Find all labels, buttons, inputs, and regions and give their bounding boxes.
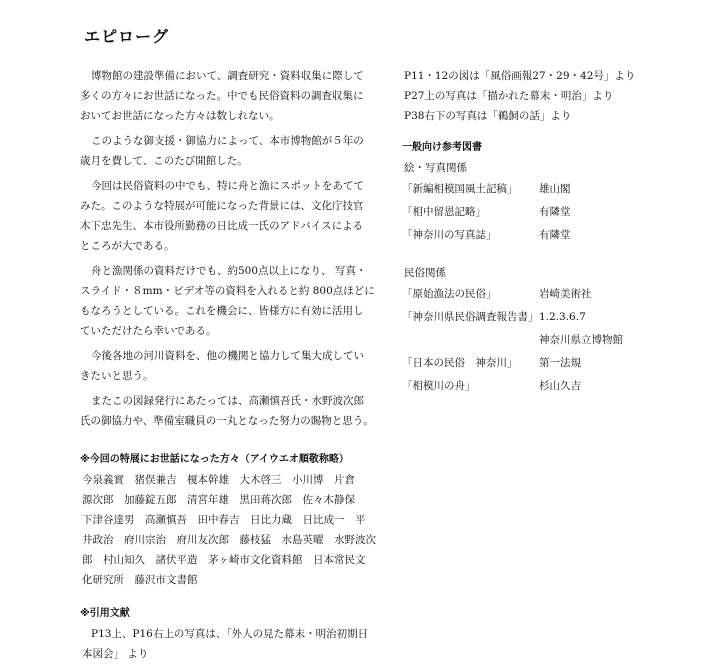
text-line: 舟と漁関係の資料だけでも、約500点以上になり、 写真・ xyxy=(91,265,367,277)
page-title: エピローグ xyxy=(84,27,170,46)
thanks-line: 郎 村山知久 諸伏平造 茅ヶ崎市文化資料館 日本常民文 xyxy=(82,554,366,566)
text-line: 歳月を費して、このたび開館した。 xyxy=(80,155,248,167)
text-line: 多くの方々にお世話になった。中でも民俗資料の調査収集に xyxy=(80,90,364,102)
reference-title: 「神奈川の写真誌」 xyxy=(402,229,497,241)
text-line: おいてお世話になった方々は数しれない。 xyxy=(80,110,280,122)
thanks-line: 化研究所 藤沢市文書館 xyxy=(82,574,198,586)
reference-title: 「相中留恩記略」 xyxy=(402,206,486,218)
paragraph xyxy=(80,66,386,126)
citation-line: P13上、P16右上の写真は、「外人の見た幕末・明治初期日 xyxy=(91,628,369,640)
text-line: またこの図録発行にあたっては、高瀬慎吾氏・水野波次郎 xyxy=(91,395,364,407)
reference-publisher: 有隣堂 xyxy=(539,229,571,241)
reference-publisher: 第一法規 xyxy=(539,357,581,369)
citation-line: 本図会」 より xyxy=(82,648,149,660)
citation-line: P27上の写真は「描かれた幕末・明治」より xyxy=(404,90,614,102)
reference-row xyxy=(402,201,702,224)
reference-publisher: 杉山久吉 xyxy=(539,380,581,392)
text-line: ところが大である。 xyxy=(80,240,175,252)
reference-row xyxy=(402,329,702,352)
thanks-line: 源次郎 加藤錠五郎 清宮年雄 黒田蒋次郎 佐々木静保 xyxy=(82,494,355,506)
text-line: 今後各地の河川資料を、他の機関と協力して集大成してい xyxy=(91,350,364,362)
text-line: 木下忠先生、本市役所勤務の日比成一氏のアドバイスによる xyxy=(80,220,364,232)
right-column xyxy=(402,66,702,398)
reference-row xyxy=(402,375,702,398)
reference-row xyxy=(402,178,702,201)
reference-publisher: 有隣堂 xyxy=(539,206,571,218)
text-line: きたいと思う。 xyxy=(80,370,154,382)
reference-title: 「日本の民俗 神奈川」 xyxy=(402,357,518,369)
thanks-heading: ※今回の特展にお世話になった方々（アイウエオ順敬称略） xyxy=(80,454,349,465)
reference-row xyxy=(402,224,702,247)
reference-row xyxy=(402,352,702,375)
text-line: 今回は民俗資料の中でも、特に舟と漁にスポットをあてて xyxy=(91,180,364,192)
paragraph xyxy=(80,261,386,341)
text-line: 博物館の建設準備において、調査研究・資料収集に際して xyxy=(91,70,364,82)
paragraph xyxy=(80,176,386,256)
thanks-line: 下津谷達男 高瀬慎吾 田中春吉 日比力蔵 日比成一 平 xyxy=(82,514,366,526)
reference-title: 「新編相模国風土記稿」 xyxy=(402,183,518,195)
thanks-line: 井政治 府川宗治 府川友次郎 藤枝猛 水島英曜 水野波次 xyxy=(82,534,376,546)
reference-group-title: 絵・写真関係 xyxy=(404,162,467,174)
reference-group-title: 民俗関係 xyxy=(404,267,446,279)
reference-publisher: 雄山閣 xyxy=(539,183,571,195)
citation-line: P38右下の写真は「鵜飼の話」より xyxy=(404,110,572,122)
reference-title: 「神奈川県民俗調査報告書」 xyxy=(402,311,539,323)
paragraph xyxy=(80,391,386,431)
thanks-line: 今泉義實 猪俣兼吉 榎本幹雄 大木啓三 小川博 片倉 xyxy=(82,474,355,486)
reference-title xyxy=(402,329,539,352)
text-line: スライド・８mm・ビデオ等の資料を入れると約 800点ほどに xyxy=(80,285,375,297)
left-column xyxy=(80,66,386,664)
text-line: ていただけたら幸いである。 xyxy=(80,325,217,337)
citations-heading: ※引用文献 xyxy=(80,608,130,619)
text-line: みた。このような特展が可能になった背景には、文化庁技官 xyxy=(80,200,364,212)
text-line: このような御支援・御協力によって、本市博物館が５年の xyxy=(91,135,364,147)
text-line: もなろうとしている。これを機会に、皆様方に有効に活用し xyxy=(80,305,364,317)
reference-title: 「相模川の舟」 xyxy=(402,380,476,392)
reference-publisher: 神奈川県立博物館 xyxy=(539,334,623,346)
reference-row xyxy=(402,283,702,306)
citation-line: P11・12の図は「風俗画報27・29・42号」より xyxy=(404,70,636,82)
reference-title: 「原始漁法の民俗」 xyxy=(402,288,497,300)
paragraph xyxy=(80,346,386,386)
paragraph xyxy=(80,131,386,171)
references-heading: 一般向け参考図書 xyxy=(402,142,482,153)
text-line: 氏の御協力や、準備室職員の一丸となった努力の賜物と思う。 xyxy=(80,415,374,427)
reference-publisher: 岩崎美術社 xyxy=(539,288,592,300)
reference-publisher: 1.2.3.6.7 xyxy=(539,311,586,323)
reference-row xyxy=(402,306,702,329)
